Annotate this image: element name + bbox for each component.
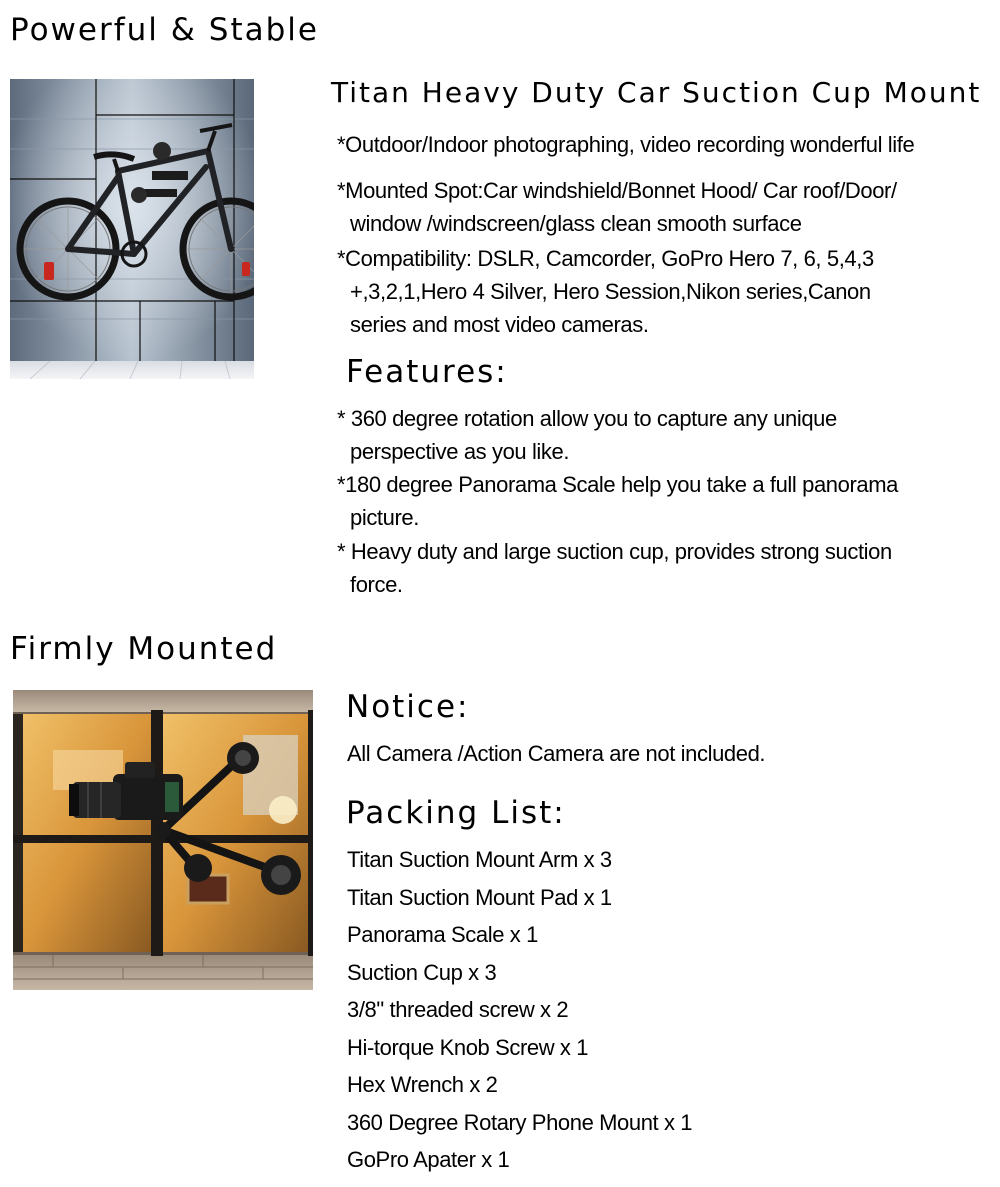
packing-item: Panorama Scale x 1 [347, 922, 538, 947]
packing-item: Hex Wrench x 2 [347, 1072, 498, 1097]
packing-list [347, 841, 692, 1179]
feature-suction-line2: force. [350, 572, 403, 597]
bullet-mounted-spot-line2: window /windscreen/glass clean smooth surface [350, 211, 802, 236]
bullet-compatibility-line1: *Compatibility: DSLR, Camcorder, GoPro Hero 7, 6, 5,4,3 [337, 246, 874, 271]
bullet-compatibility-line2: +,3,2,1,Hero 4 Silver, Hero Session,Nikon series,Canon [350, 279, 871, 304]
feature-panorama [337, 468, 898, 534]
feature-panorama-line1: *180 degree Panorama Scale help you take a full panorama [337, 472, 898, 497]
feature-rotation-line1: * 360 degree rotation allow you to capture any unique [337, 406, 837, 431]
notice-text: All Camera /Action Camera are not included. [347, 741, 766, 766]
feature-panorama-line2: picture. [350, 505, 419, 530]
bullet-use-cases: *Outdoor/Indoor photographing, video recording wonderful life [337, 132, 915, 157]
features-heading: Features: [346, 354, 508, 390]
packing-item: Titan Suction Mount Pad x 1 [347, 884, 612, 910]
packing-item: Titan Suction Mount Arm x 3 [347, 847, 612, 872]
section-heading-powerful-stable: Powerful & Stable [10, 12, 319, 48]
bullet-compatibility-line3: series and most video cameras. [350, 312, 649, 337]
bullet-mounted-spot [337, 174, 897, 240]
notice-heading: Notice: [346, 689, 470, 725]
product-title: Titan Heavy Duty Car Suction Cup Mount [331, 76, 982, 109]
section-heading-firmly-mounted: Firmly Mounted [10, 631, 278, 667]
bullet-mounted-spot-line1: *Mounted Spot:Car windshield/Bonnet Hood/ Car roof/Door/ [337, 178, 897, 203]
feature-suction [337, 535, 892, 601]
packing-item: Suction Cup x 3 [347, 959, 497, 985]
camera-icon [13, 690, 313, 990]
packing-item: GoPro Apater x 1 [347, 1147, 510, 1172]
bicycle-mount-photo [10, 79, 254, 379]
bicycle-icon [10, 79, 254, 379]
packing-list-heading: Packing List: [346, 795, 566, 831]
packing-item: 3/8" threaded screw x 2 [347, 997, 569, 1022]
packing-item: Hi-torque Knob Screw x 1 [347, 1034, 589, 1060]
feature-rotation [337, 402, 837, 468]
feature-suction-line1: * Heavy duty and large suction cup, provides strong suction [337, 539, 892, 564]
feature-rotation-line2: perspective as you like. [350, 439, 570, 464]
packing-item: 360 Degree Rotary Phone Mount x 1 [347, 1109, 693, 1135]
camera-window-mount-photo [13, 690, 313, 990]
bullet-compatibility [337, 242, 874, 341]
